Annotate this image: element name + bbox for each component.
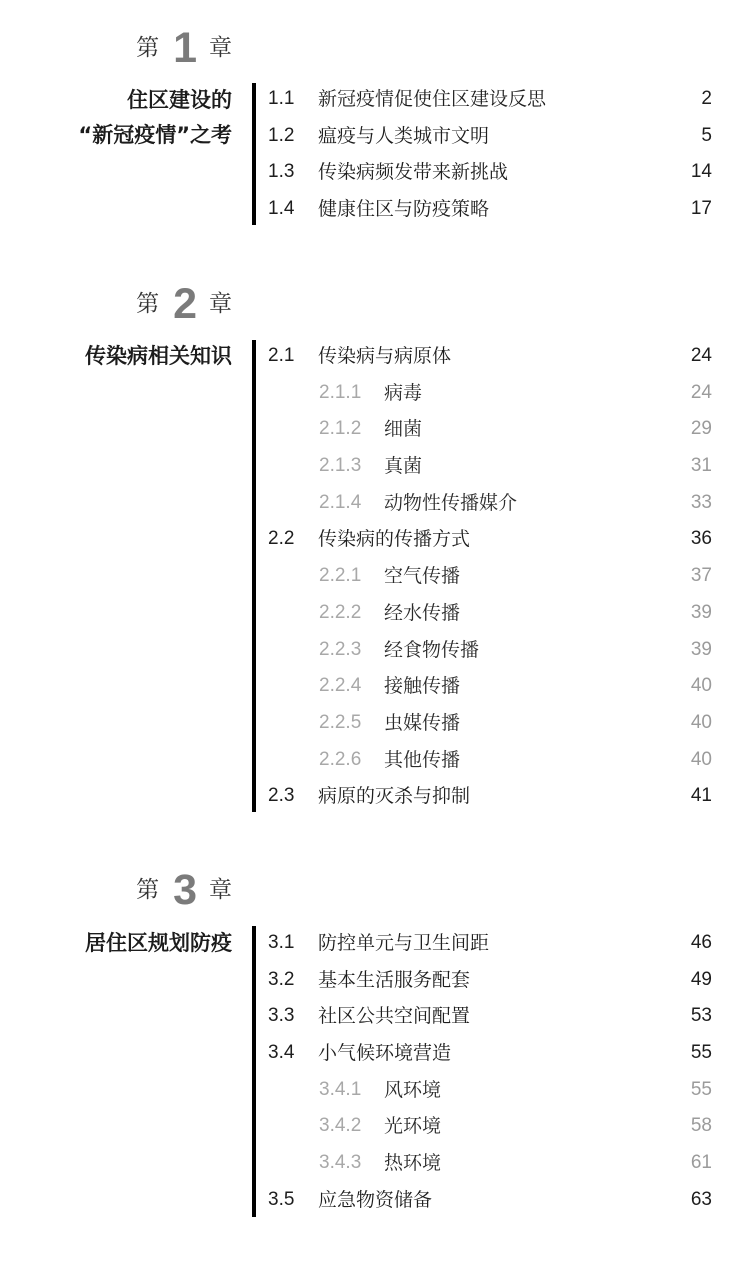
section-number: 2.1 xyxy=(268,345,295,366)
section-number: 1.3 xyxy=(268,161,295,183)
page-number: 24 xyxy=(690,381,712,403)
section-title: 基本生活服务配套 xyxy=(318,968,471,991)
page-number: 55 xyxy=(690,1078,712,1100)
section-title: 经食物传播 xyxy=(384,638,480,661)
section-title: 热环境 xyxy=(384,1152,442,1175)
toc-subsection-entry xyxy=(268,595,712,632)
page-number: 46 xyxy=(690,932,712,953)
chapter-title-line: “新冠疫情”之考 xyxy=(78,123,232,147)
page-number: 2 xyxy=(701,88,712,109)
toc-section-entry xyxy=(268,1182,712,1219)
page-number: 14 xyxy=(690,161,712,183)
section-number: 3.1 xyxy=(268,932,295,953)
toc-subsection-entry xyxy=(268,742,712,779)
page-number: 63 xyxy=(690,1188,712,1210)
chapter-2-heading xyxy=(136,280,232,328)
chapter-suffix: 章 xyxy=(209,35,232,61)
toc-section-entry xyxy=(268,118,712,155)
page-number: 39 xyxy=(690,638,712,660)
chapter-number: 1 xyxy=(173,24,197,72)
section-title: 病原的灭杀与抑制 xyxy=(318,785,471,808)
toc-subsection-entry xyxy=(268,485,712,522)
section-title: 空气传播 xyxy=(384,565,461,588)
section-title: 传染病与病原体 xyxy=(318,345,452,367)
section-number: 3.4 xyxy=(268,1042,295,1064)
chapter-number: 3 xyxy=(173,866,197,914)
section-title: 风环境 xyxy=(384,1078,442,1101)
section-title: 防控单元与卫生间距 xyxy=(318,932,490,954)
toc-section-entry xyxy=(268,154,712,191)
section-number: 2.2.5 xyxy=(319,711,362,733)
section-number: 2.3 xyxy=(268,785,295,807)
section-title: 接触传播 xyxy=(384,675,461,698)
chapter-3-title xyxy=(85,926,232,961)
section-title: 动物性传播媒介 xyxy=(384,491,518,514)
section-number: 3.3 xyxy=(268,1005,295,1027)
section-number: 3.4.1 xyxy=(319,1078,362,1100)
page-number: 53 xyxy=(690,1005,712,1027)
page-number: 5 xyxy=(701,124,712,146)
chapter-1-divider xyxy=(252,83,256,225)
toc-subsection-entry xyxy=(268,705,712,742)
page-number: 17 xyxy=(690,198,712,220)
page-number: 24 xyxy=(690,345,712,366)
section-title: 其他传播 xyxy=(384,748,461,771)
section-number: 1.4 xyxy=(268,198,295,220)
section-title: 传染病的传播方式 xyxy=(318,528,471,551)
page-number: 49 xyxy=(690,968,712,990)
section-number: 2.1.3 xyxy=(319,455,362,477)
page-number: 37 xyxy=(690,565,712,587)
chapter-1-heading xyxy=(136,24,232,72)
section-number: 3.2 xyxy=(268,968,295,990)
chapter-3-divider xyxy=(252,926,256,1217)
chapter-title-line: 居住区规划防疫 xyxy=(85,931,232,955)
section-title: 真菌 xyxy=(384,455,423,478)
toc-section-entry xyxy=(268,998,712,1035)
section-number: 2.2.6 xyxy=(319,748,362,770)
section-number: 2.2.3 xyxy=(319,638,362,660)
section-title: 病毒 xyxy=(384,381,423,404)
section-title: 经水传播 xyxy=(384,601,461,624)
section-number: 3.4.3 xyxy=(319,1152,362,1174)
section-title: 应急物资储备 xyxy=(318,1188,433,1211)
toc-subsection-entry xyxy=(268,1072,712,1109)
toc-subsection-entry xyxy=(268,411,712,448)
page-number: 36 xyxy=(690,528,712,550)
chapter-suffix: 章 xyxy=(209,877,232,903)
toc-subsection-entry xyxy=(268,1145,712,1182)
toc-section-entry xyxy=(268,338,712,375)
section-title: 社区公共空间配置 xyxy=(318,1005,471,1028)
page-number: 39 xyxy=(690,601,712,623)
toc-subsection-entry xyxy=(268,632,712,669)
section-number: 2.1.2 xyxy=(319,418,362,440)
section-title: 传染病频发带来新挑战 xyxy=(318,161,509,184)
section-title: 新冠疫情促使住区建设反思 xyxy=(318,88,547,110)
page-number: 61 xyxy=(690,1152,712,1174)
chapter-2-entries xyxy=(268,338,712,815)
chapter-3-entries xyxy=(268,925,712,1219)
page-number: 40 xyxy=(690,711,712,733)
section-number: 2.2 xyxy=(268,528,295,550)
section-title: 健康住区与防疫策略 xyxy=(318,198,490,221)
toc-section-entry xyxy=(268,962,712,999)
section-number: 1.1 xyxy=(268,88,295,109)
toc-subsection-entry xyxy=(268,1108,712,1145)
section-number: 2.2.4 xyxy=(319,675,362,697)
page-number: 31 xyxy=(690,455,712,477)
section-number: 2.2.2 xyxy=(319,601,362,623)
toc-section-entry xyxy=(268,1035,712,1072)
toc-subsection-entry xyxy=(268,448,712,485)
chapter-3-heading xyxy=(136,866,232,914)
section-title: 瘟疫与人类城市文明 xyxy=(318,124,490,147)
chapter-title-line: 住区建设的 xyxy=(127,88,232,112)
section-title: 细菌 xyxy=(384,418,423,441)
chapter-prefix: 第 xyxy=(136,291,160,317)
page-number: 40 xyxy=(690,675,712,697)
page-number: 40 xyxy=(690,748,712,770)
toc-section-entry xyxy=(268,925,712,962)
page-number: 41 xyxy=(690,785,712,807)
chapter-prefix: 第 xyxy=(136,877,160,903)
page-number: 55 xyxy=(690,1042,712,1064)
toc-subsection-entry xyxy=(268,558,712,595)
toc-section-entry xyxy=(268,81,712,118)
chapter-2-divider xyxy=(252,340,256,812)
section-number: 3.5 xyxy=(268,1188,295,1210)
chapter-1-title xyxy=(78,83,232,153)
section-title: 虫媒传播 xyxy=(384,711,461,734)
chapter-suffix: 章 xyxy=(209,291,232,317)
page-number: 33 xyxy=(690,491,712,513)
chapter-1-entries xyxy=(268,81,712,228)
chapter-title-line: 传染病相关知识 xyxy=(85,344,232,368)
toc-subsection-entry xyxy=(268,375,712,412)
page-number: 29 xyxy=(690,418,712,440)
section-number: 2.1.4 xyxy=(319,491,362,513)
chapter-prefix: 第 xyxy=(136,35,160,61)
chapter-2-title xyxy=(85,339,232,374)
toc-section-entry xyxy=(268,521,712,558)
toc-section-entry xyxy=(268,778,712,815)
section-number: 3.4.2 xyxy=(319,1115,362,1137)
toc-subsection-entry xyxy=(268,668,712,705)
chapter-number: 2 xyxy=(173,280,197,328)
section-title: 光环境 xyxy=(384,1115,442,1138)
section-number: 2.2.1 xyxy=(319,565,362,587)
toc-section-entry xyxy=(268,191,712,228)
section-number: 2.1.1 xyxy=(319,381,362,403)
section-number: 1.2 xyxy=(268,124,295,146)
page-number: 58 xyxy=(690,1115,712,1137)
section-title: 小气候环境营造 xyxy=(318,1042,452,1065)
